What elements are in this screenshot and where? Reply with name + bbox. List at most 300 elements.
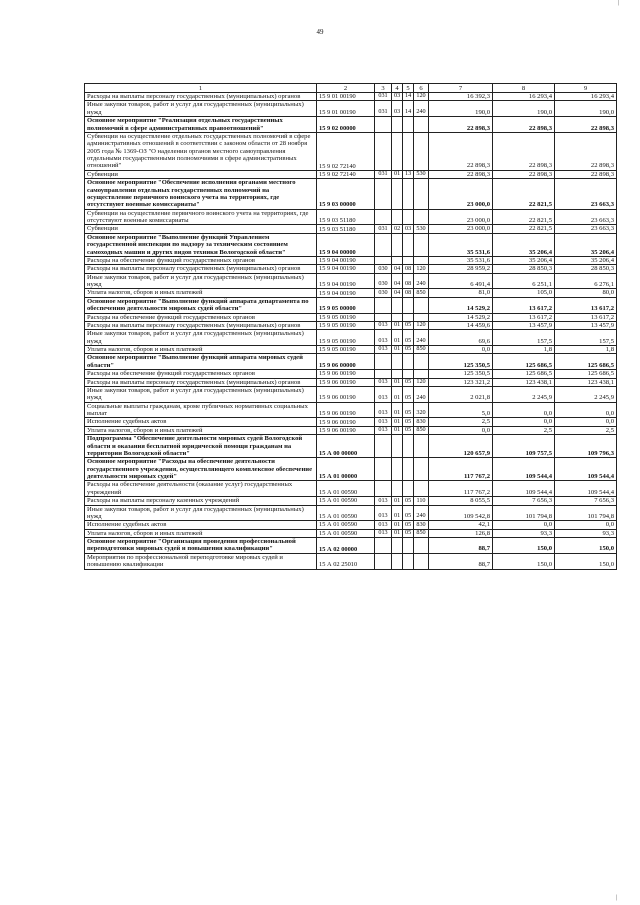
row-name: Иные закупки товаров, работ и услуг для государственных (муниципальных) нужд xyxy=(85,330,317,346)
row-grbs-code: 013 xyxy=(375,321,392,329)
row-amount-col7: 5,0 xyxy=(429,402,493,418)
row-amount-col8: 13 617,2 xyxy=(493,313,555,321)
row-subsection-code: 05 xyxy=(403,497,414,505)
table-row xyxy=(85,117,617,133)
row-target-article: 15 А 02 25010 xyxy=(317,553,375,569)
row-name: Иные закупки товаров, работ и услуг для государственных (муниципальных) нужд xyxy=(85,101,317,117)
row-subsection-code: 05 xyxy=(403,426,414,434)
row-name: Основное мероприятие "Расходы на обеспечение деятельности государственного учреждения, осуществляющего комплексное обеспечение деятельности мировых судей" xyxy=(85,458,317,481)
row-expense-type: 850 xyxy=(414,289,429,297)
row-name: Расходы на выплаты персоналу государственных (муниципальных) органов xyxy=(85,265,317,273)
row-grbs-code: 030 xyxy=(375,265,392,273)
row-amount-col7: 6 491,4 xyxy=(429,273,493,289)
row-section-code xyxy=(392,313,403,321)
row-expense-type xyxy=(414,553,429,569)
row-amount-col9: 23 663,3 xyxy=(555,225,617,233)
table-row xyxy=(85,273,617,289)
row-section-code xyxy=(392,179,403,210)
row-name: Исполнение судебных актов xyxy=(85,521,317,529)
row-expense-type: 240 xyxy=(414,330,429,346)
row-grbs-code: 031 xyxy=(375,170,392,178)
row-target-article: 15 9 02 72140 xyxy=(317,132,375,170)
row-section-code xyxy=(392,538,403,554)
table-row xyxy=(85,426,617,434)
row-amount-col8: 22 821,5 xyxy=(493,209,555,225)
row-amount-col9: 13 617,2 xyxy=(555,313,617,321)
row-name: Уплата налогов, сборов и иных платежей xyxy=(85,346,317,354)
row-amount-col7: 14 529,2 xyxy=(429,313,493,321)
row-subsection-code xyxy=(403,256,414,264)
row-name: Расходы на выплаты персоналу государственных (муниципальных) органов xyxy=(85,93,317,101)
row-grbs-code xyxy=(375,117,392,133)
column-header-3: 3 xyxy=(375,84,392,93)
row-name: Расходы на выплаты персоналу государственных (муниципальных) органов xyxy=(85,378,317,386)
table-row xyxy=(85,497,617,505)
row-section-code: 01 xyxy=(392,529,403,537)
row-amount-col8: 150,0 xyxy=(493,538,555,554)
row-amount-col7: 88,7 xyxy=(429,538,493,554)
table-row xyxy=(85,313,617,321)
row-amount-col9: 0,0 xyxy=(555,402,617,418)
row-target-article: 15 9 03 51180 xyxy=(317,225,375,233)
row-name: Расходы на обеспечение функций государственных органов xyxy=(85,313,317,321)
table-row xyxy=(85,321,617,329)
row-grbs-code: 031 xyxy=(375,93,392,101)
row-name: Основное мероприятие "Выполнение функций аппарата мировых судей области" xyxy=(85,354,317,370)
row-amount-col7: 42,1 xyxy=(429,521,493,529)
row-target-article: 15 9 05 00190 xyxy=(317,321,375,329)
row-subsection-code: 05 xyxy=(403,418,414,426)
table-row xyxy=(85,209,617,225)
row-target-article: 15 9 06 00190 xyxy=(317,370,375,378)
row-subsection-code: 05 xyxy=(403,346,414,354)
table-row xyxy=(85,346,617,354)
row-subsection-code: 05 xyxy=(403,505,414,521)
row-amount-col9: 22 898,3 xyxy=(555,170,617,178)
row-subsection-code: 08 xyxy=(403,273,414,289)
row-grbs-code: 031 xyxy=(375,225,392,233)
row-target-article: 15 9 04 00190 xyxy=(317,256,375,264)
column-header-1: 1 xyxy=(85,84,317,93)
row-expense-type: 830 xyxy=(414,418,429,426)
row-expense-type xyxy=(414,354,429,370)
row-section-code: 01 xyxy=(392,426,403,434)
row-subsection-code xyxy=(403,553,414,569)
row-subsection-code xyxy=(403,354,414,370)
row-subsection-code: 08 xyxy=(403,289,414,297)
row-target-article: 15 9 03 00000 xyxy=(317,179,375,210)
row-name: Иные закупки товаров, работ и услуг для государственных (муниципальных) нужд xyxy=(85,386,317,402)
row-section-code xyxy=(392,256,403,264)
row-amount-col7: 35 531,6 xyxy=(429,233,493,256)
row-expense-type xyxy=(414,458,429,481)
row-amount-col7: 125 350,5 xyxy=(429,354,493,370)
row-amount-col7: 123 321,2 xyxy=(429,378,493,386)
table-row xyxy=(85,297,617,313)
row-grbs-code xyxy=(375,354,392,370)
row-amount-col8: 109 757,5 xyxy=(493,435,555,458)
row-target-article: 15 А 01 00590 xyxy=(317,505,375,521)
row-expense-type: 120 xyxy=(414,265,429,273)
row-section-code xyxy=(392,117,403,133)
row-expense-type: 850 xyxy=(414,346,429,354)
row-amount-col9: 22 898,3 xyxy=(555,132,617,170)
row-amount-col9: 80,0 xyxy=(555,289,617,297)
row-grbs-code: 030 xyxy=(375,289,392,297)
row-grbs-code xyxy=(375,370,392,378)
row-section-code: 02 xyxy=(392,225,403,233)
row-section-code xyxy=(392,458,403,481)
table-row xyxy=(85,521,617,529)
row-expense-type xyxy=(414,297,429,313)
table-row xyxy=(85,529,617,537)
row-name: Уплата налогов, сборов и иных платежей xyxy=(85,289,317,297)
row-amount-col8: 150,0 xyxy=(493,553,555,569)
row-name: Расходы на выплаты персоналу государственных (муниципальных) органов xyxy=(85,321,317,329)
row-amount-col9: 16 293,4 xyxy=(555,93,617,101)
row-amount-col7: 88,7 xyxy=(429,553,493,569)
row-section-code xyxy=(392,553,403,569)
row-target-article: 15 9 06 00190 xyxy=(317,378,375,386)
row-target-article: 15 А 01 00590 xyxy=(317,497,375,505)
row-target-article: 15 А 01 00590 xyxy=(317,521,375,529)
row-name: Иные закупки товаров, работ и услуг для государственных (муниципальных) нужд xyxy=(85,505,317,521)
row-section-code: 03 xyxy=(392,101,403,117)
row-expense-type: 240 xyxy=(414,273,429,289)
table-row xyxy=(85,132,617,170)
row-subsection-code: 13 xyxy=(403,170,414,178)
row-target-article: 15 9 04 00000 xyxy=(317,233,375,256)
row-amount-col8: 22 898,3 xyxy=(493,132,555,170)
column-header-8: 8 xyxy=(493,84,555,93)
row-amount-col8: 35 206,4 xyxy=(493,256,555,264)
row-amount-col9: 35 206,4 xyxy=(555,256,617,264)
row-amount-col8: 125 686,5 xyxy=(493,354,555,370)
row-amount-col8: 1,8 xyxy=(493,346,555,354)
row-amount-col7: 22 898,3 xyxy=(429,170,493,178)
row-target-article: 15 9 01 00190 xyxy=(317,93,375,101)
table-row xyxy=(85,386,617,402)
row-subsection-code xyxy=(403,481,414,497)
row-name: Расходы на обеспечение функций государственных органов xyxy=(85,256,317,264)
row-name: Исполнение судебных актов xyxy=(85,418,317,426)
row-amount-col9: 13 457,9 xyxy=(555,321,617,329)
row-amount-col7: 23 000,0 xyxy=(429,209,493,225)
row-name: Уплата налогов, сборов и иных платежей xyxy=(85,529,317,537)
table-row xyxy=(85,402,617,418)
row-amount-col7: 120 657,9 xyxy=(429,435,493,458)
table-row xyxy=(85,418,617,426)
row-grbs-code: 013 xyxy=(375,330,392,346)
table-header-row xyxy=(85,84,617,93)
row-target-article: 15 А 01 00000 xyxy=(317,458,375,481)
row-amount-col9: 7 656,3 xyxy=(555,497,617,505)
row-name: Уплата налогов, сборов и иных платежей xyxy=(85,426,317,434)
row-amount-col7: 117 767,2 xyxy=(429,458,493,481)
row-name: Расходы на обеспечение деятельности (оказание услуг) государственных учреждений xyxy=(85,481,317,497)
row-amount-col9: 2 245,9 xyxy=(555,386,617,402)
table-row xyxy=(85,354,617,370)
row-expense-type: 530 xyxy=(414,170,429,178)
row-grbs-code xyxy=(375,553,392,569)
page-number: 49 xyxy=(316,28,324,36)
row-section-code xyxy=(392,209,403,225)
row-amount-col8: 125 686,5 xyxy=(493,370,555,378)
row-amount-col7: 2 021,8 xyxy=(429,386,493,402)
row-amount-col8: 22 821,5 xyxy=(493,225,555,233)
row-amount-col7: 14 459,6 xyxy=(429,321,493,329)
row-subsection-code: 05 xyxy=(403,521,414,529)
table-row xyxy=(85,378,617,386)
row-subsection-code xyxy=(403,209,414,225)
row-amount-col9: 13 617,2 xyxy=(555,297,617,313)
row-amount-col7: 14 529,2 xyxy=(429,297,493,313)
row-target-article: 15 А 00 00000 xyxy=(317,435,375,458)
row-subsection-code xyxy=(403,297,414,313)
row-subsection-code: 05 xyxy=(403,402,414,418)
row-section-code xyxy=(392,233,403,256)
row-grbs-code: 013 xyxy=(375,497,392,505)
row-amount-col7: 8 055,5 xyxy=(429,497,493,505)
row-grbs-code: 013 xyxy=(375,529,392,537)
row-name: Основное мероприятие "Выполнение функций Управлением государственной инспекции по надзору за техническим состоянием самоходных машин и других видов техники Вологодской области" xyxy=(85,233,317,256)
row-amount-col8: 109 544,4 xyxy=(493,481,555,497)
row-amount-col8: 109 544,4 xyxy=(493,458,555,481)
row-expense-type xyxy=(414,313,429,321)
row-amount-col9: 22 898,3 xyxy=(555,117,617,133)
row-subsection-code xyxy=(403,132,414,170)
row-name: Основное мероприятие "Организация проведения профессиональной переподготовки мировых судей и повышения квалификации" xyxy=(85,538,317,554)
row-amount-col9: 123 438,1 xyxy=(555,378,617,386)
row-grbs-code: 013 xyxy=(375,418,392,426)
row-amount-col7: 0,0 xyxy=(429,426,493,434)
row-expense-type xyxy=(414,370,429,378)
row-amount-col7: 2,5 xyxy=(429,418,493,426)
row-amount-col9: 0,0 xyxy=(555,521,617,529)
row-expense-type: 110 xyxy=(414,497,429,505)
row-amount-col7: 16 392,3 xyxy=(429,93,493,101)
table-row xyxy=(85,538,617,554)
column-header-2: 2 xyxy=(317,84,375,93)
row-expense-type xyxy=(414,209,429,225)
row-expense-type xyxy=(414,179,429,210)
row-subsection-code xyxy=(403,179,414,210)
row-amount-col8: 157,5 xyxy=(493,330,555,346)
row-name: Основное мероприятие "Реализация отдельных государственных полномочий в сфере административных правоотношений" xyxy=(85,117,317,133)
scan-mark: | xyxy=(618,0,620,6)
row-subsection-code: 14 xyxy=(403,93,414,101)
table-row xyxy=(85,101,617,117)
row-section-code: 01 xyxy=(392,321,403,329)
row-name: Субвенции xyxy=(85,225,317,233)
row-amount-col7: 69,6 xyxy=(429,330,493,346)
row-target-article: 15 9 06 00190 xyxy=(317,402,375,418)
row-amount-col8: 16 293,4 xyxy=(493,93,555,101)
row-target-article: 15 А 01 00590 xyxy=(317,481,375,497)
row-target-article: 15 9 01 00190 xyxy=(317,101,375,117)
row-subsection-code xyxy=(403,435,414,458)
column-header-5: 5 xyxy=(403,84,414,93)
column-header-6: 6 xyxy=(414,84,429,93)
row-name: Иные закупки товаров, работ и услуг для государственных (муниципальных) нужд xyxy=(85,273,317,289)
row-expense-type: 120 xyxy=(414,378,429,386)
row-name: Субвенции xyxy=(85,170,317,178)
row-amount-col9: 1,8 xyxy=(555,346,617,354)
row-target-article: 15 9 06 00190 xyxy=(317,386,375,402)
row-grbs-code xyxy=(375,132,392,170)
row-amount-col8: 190,0 xyxy=(493,101,555,117)
row-grbs-code xyxy=(375,435,392,458)
row-amount-col7: 126,8 xyxy=(429,529,493,537)
row-amount-col8: 13 617,2 xyxy=(493,297,555,313)
row-amount-col8: 123 438,1 xyxy=(493,378,555,386)
row-amount-col7: 23 000,0 xyxy=(429,179,493,210)
row-subsection-code xyxy=(403,458,414,481)
row-section-code: 01 xyxy=(392,330,403,346)
row-subsection-code xyxy=(403,538,414,554)
row-expense-type xyxy=(414,538,429,554)
row-target-article: 15 9 04 00190 xyxy=(317,289,375,297)
row-amount-col9: 23 663,3 xyxy=(555,179,617,210)
row-amount-col7: 23 000,0 xyxy=(429,225,493,233)
row-amount-col8: 22 898,3 xyxy=(493,117,555,133)
row-amount-col9: 109 544,4 xyxy=(555,458,617,481)
scan-mark: | xyxy=(616,895,618,901)
row-subsection-code: 05 xyxy=(403,330,414,346)
row-amount-col8: 28 850,3 xyxy=(493,265,555,273)
row-name: Подпрограмма "Обеспечение деятельности мировых судей Вологодской области и оказания бесплатной юридической помощи гражданам на территории Вологодской области" xyxy=(85,435,317,458)
row-amount-col9: 157,5 xyxy=(555,330,617,346)
row-grbs-code: 013 xyxy=(375,521,392,529)
table-row xyxy=(85,553,617,569)
row-amount-col9: 125 686,5 xyxy=(555,354,617,370)
row-target-article: 15 9 06 00000 xyxy=(317,354,375,370)
row-expense-type xyxy=(414,117,429,133)
row-amount-col7: 35 531,6 xyxy=(429,256,493,264)
row-name: Субвенции на осуществление первичного воинского учета на территориях, где отсутствуют военные комиссариаты xyxy=(85,209,317,225)
row-target-article: 15 9 02 00000 xyxy=(317,117,375,133)
row-subsection-code: 03 xyxy=(403,225,414,233)
row-expense-type xyxy=(414,481,429,497)
row-subsection-code: 05 xyxy=(403,378,414,386)
row-target-article: 15 9 05 00190 xyxy=(317,346,375,354)
row-amount-col8: 0,0 xyxy=(493,402,555,418)
row-subsection-code: 14 xyxy=(403,101,414,117)
row-amount-col8: 6 251,1 xyxy=(493,273,555,289)
row-expense-type: 850 xyxy=(414,426,429,434)
table-row xyxy=(85,256,617,264)
row-section-code: 04 xyxy=(392,273,403,289)
table-row xyxy=(85,225,617,233)
row-name: Основное мероприятие "Выполнение функций аппарата департамента по обеспечению деятельности мировых судей области" xyxy=(85,297,317,313)
row-amount-col7: 22 898,3 xyxy=(429,132,493,170)
column-header-4: 4 xyxy=(392,84,403,93)
row-grbs-code: 013 xyxy=(375,386,392,402)
row-name: Субвенции на осуществление отдельных государственных полномочий в сфере административных отношений в соответствии с законом области от 28 ноября 2005 года № 1369-ОЗ "О наделении органов местного самоуправления отдельными государственными полномочиями в сфере административных отношений" xyxy=(85,132,317,170)
row-amount-col9: 125 686,5 xyxy=(555,370,617,378)
table-body xyxy=(85,93,617,570)
row-section-code xyxy=(392,297,403,313)
row-subsection-code: 08 xyxy=(403,265,414,273)
table-row xyxy=(85,93,617,101)
row-target-article: 15 9 06 00190 xyxy=(317,426,375,434)
table-row xyxy=(85,233,617,256)
table-row xyxy=(85,265,617,273)
row-target-article: 15 9 02 72140 xyxy=(317,170,375,178)
row-section-code: 01 xyxy=(392,418,403,426)
row-amount-col9: 190,0 xyxy=(555,101,617,117)
row-expense-type: 850 xyxy=(414,529,429,537)
row-target-article: 15 А 02 00000 xyxy=(317,538,375,554)
row-section-code: 04 xyxy=(392,265,403,273)
row-section-code: 03 xyxy=(392,93,403,101)
row-amount-col9: 109 796,3 xyxy=(555,435,617,458)
row-section-code: 01 xyxy=(392,378,403,386)
row-amount-col7: 22 898,3 xyxy=(429,117,493,133)
table-row xyxy=(85,289,617,297)
row-target-article: 15 9 05 00190 xyxy=(317,313,375,321)
row-expense-type xyxy=(414,435,429,458)
column-header-7: 7 xyxy=(429,84,493,93)
row-amount-col9: 23 663,3 xyxy=(555,209,617,225)
row-target-article: 15 9 04 00190 xyxy=(317,265,375,273)
row-amount-col9: 150,0 xyxy=(555,538,617,554)
row-amount-col8: 105,0 xyxy=(493,289,555,297)
row-amount-col9: 109 544,4 xyxy=(555,481,617,497)
table-row xyxy=(85,481,617,497)
row-amount-col8: 101 794,8 xyxy=(493,505,555,521)
row-name: Расходы на выплаты персоналу казенных учреждений xyxy=(85,497,317,505)
row-section-code: 01 xyxy=(392,386,403,402)
row-amount-col8: 13 457,9 xyxy=(493,321,555,329)
table-row xyxy=(85,170,617,178)
row-section-code: 01 xyxy=(392,505,403,521)
row-amount-col8: 0,0 xyxy=(493,521,555,529)
row-expense-type: 240 xyxy=(414,386,429,402)
row-amount-col9: 93,3 xyxy=(555,529,617,537)
row-subsection-code xyxy=(403,370,414,378)
row-amount-col8: 22 898,3 xyxy=(493,170,555,178)
row-grbs-code: 030 xyxy=(375,273,392,289)
row-amount-col7: 0,0 xyxy=(429,346,493,354)
row-expense-type: 830 xyxy=(414,521,429,529)
row-amount-col8: 2 245,9 xyxy=(493,386,555,402)
row-amount-col9: 0,0 xyxy=(555,418,617,426)
row-section-code xyxy=(392,370,403,378)
row-amount-col8: 93,3 xyxy=(493,529,555,537)
row-subsection-code: 05 xyxy=(403,321,414,329)
row-grbs-code xyxy=(375,313,392,321)
row-subsection-code: 05 xyxy=(403,386,414,402)
row-expense-type: 120 xyxy=(414,93,429,101)
row-amount-col9: 2,5 xyxy=(555,426,617,434)
row-section-code: 01 xyxy=(392,346,403,354)
row-grbs-code xyxy=(375,538,392,554)
row-grbs-code: 013 xyxy=(375,402,392,418)
row-section-code: 01 xyxy=(392,497,403,505)
row-name: Расходы на обеспечение функций государственных органов xyxy=(85,370,317,378)
row-amount-col9: 150,0 xyxy=(555,553,617,569)
table-row xyxy=(85,505,617,521)
row-grbs-code xyxy=(375,481,392,497)
row-amount-col7: 117 767,2 xyxy=(429,481,493,497)
row-target-article: 15 9 05 00000 xyxy=(317,297,375,313)
row-grbs-code xyxy=(375,297,392,313)
row-section-code: 04 xyxy=(392,289,403,297)
row-grbs-code: 013 xyxy=(375,378,392,386)
row-section-code: 01 xyxy=(392,521,403,529)
row-grbs-code: 013 xyxy=(375,346,392,354)
